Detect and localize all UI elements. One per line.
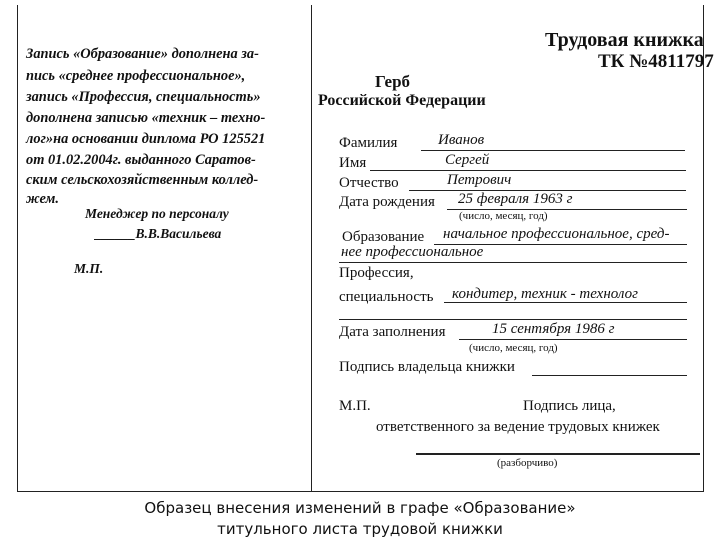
surname-underline [421, 150, 685, 151]
birth-date-value: 25 февраля 1963 г [458, 191, 573, 207]
specialty-label: специальность [339, 289, 434, 305]
fill-date-underline [459, 339, 687, 340]
caption-line-1: Образец внесения изменений в графе «Образование» [144, 499, 576, 517]
surname-label: Фамилия [339, 135, 398, 151]
left-note-line-6: от 01.02.2004г. выданного Саратов- [26, 152, 256, 168]
left-note-line-7: ским сельскохозяйственным коллед- [26, 172, 259, 188]
responsible-signature-hint: (разборчиво) [497, 457, 558, 469]
education-label: Образование [342, 229, 425, 245]
owner-signature-underline [532, 375, 687, 376]
profession-label: Профессия, [339, 265, 414, 281]
name-value: Сергей [445, 152, 490, 168]
right-seal-mark: М.П. [339, 398, 371, 414]
patronymic-label: Отчество [339, 175, 399, 191]
emblem-label: Герб [375, 72, 411, 91]
profession-value: кондитер, техник - технолог [452, 286, 638, 302]
surname-value: Иванов [438, 132, 485, 148]
left-note-line-8: жем. [26, 191, 59, 207]
document-number: ТК №4811797 [598, 51, 714, 72]
left-note-line-5: лог»на основании диплома РО 125521 [26, 131, 266, 147]
fill-date-label: Дата заполнения [339, 324, 446, 340]
responsible-signature-underline [416, 453, 700, 455]
patronymic-value: Петрович [447, 172, 512, 188]
responsible-signature-role: ответственного за ведение трудовых книжек [376, 419, 660, 435]
signer-name: ______В.В.Васильева [95, 226, 222, 241]
education-value-line-2: нее профессиональное [341, 244, 484, 260]
signer-title: Менеджер по персоналу [85, 206, 229, 221]
left-note-line-1: Запись «Образование» дополнена за- [26, 46, 259, 62]
page-border-bottom [17, 491, 704, 492]
left-note-line-2: пись «среднее профессиональное», [26, 68, 246, 84]
education-underline-2 [339, 262, 687, 263]
education-value-line-1: начальное профессиональное, сред- [443, 226, 670, 242]
page-border-left [17, 5, 18, 492]
left-seal-mark: М.П. [74, 261, 104, 276]
left-note-line-3: запись «Профессия, специальность» [26, 89, 261, 105]
page-fold-divider [311, 5, 312, 492]
birth-date-label: Дата рождения [339, 194, 435, 210]
name-label: Имя [339, 155, 367, 171]
caption-line-2: титульного листа трудовой книжки [217, 520, 503, 538]
responsible-signature-label: Подпись лица, [523, 398, 616, 414]
emblem-country: Российской Федерации [318, 92, 486, 109]
profession-underline-2 [339, 319, 687, 320]
fill-date-value: 15 сентября 1986 г [492, 321, 615, 337]
fill-date-hint: (число, месяц, год) [469, 342, 558, 354]
name-underline [370, 170, 686, 171]
owner-signature-label: Подпись владельца книжки [339, 359, 515, 375]
left-note-line-4: дополнена записью «техник – техно- [26, 110, 266, 126]
page-border-right [703, 5, 704, 492]
birth-date-hint: (число, месяц, год) [459, 210, 548, 222]
document-title: Трудовая книжка [545, 29, 704, 51]
